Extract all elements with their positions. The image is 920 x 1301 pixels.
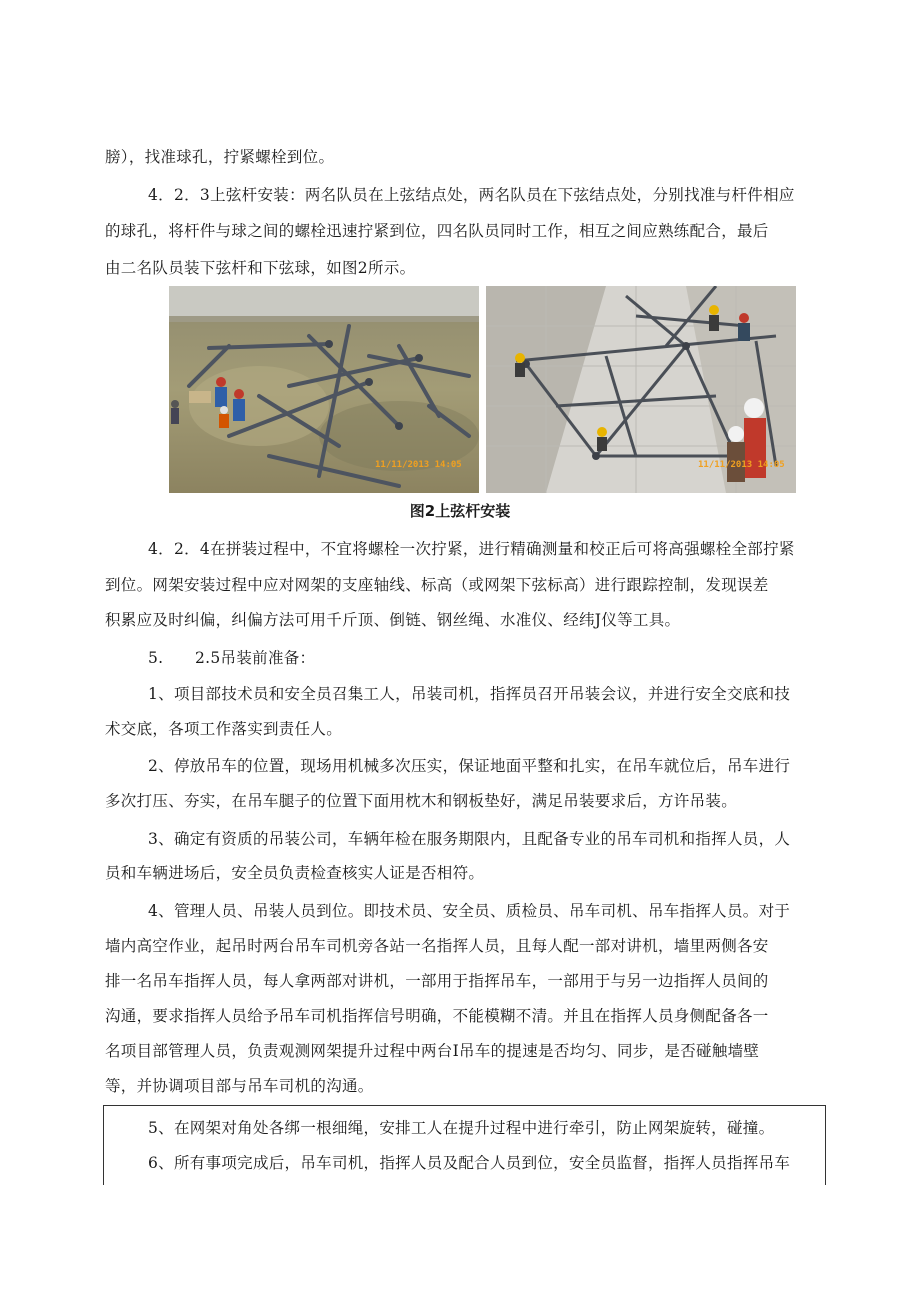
- table-border-left: [103, 1105, 104, 1185]
- paragraph-line: 沟通，要求指挥人员给予吊车司机指挥信号明确，不能模糊不清。并且在指挥人员身侧配备各一: [105, 1007, 769, 1025]
- photo-timestamp: 11/11/2013 14:05: [375, 460, 462, 470]
- paragraph-line: 4．2．4在拼装过程中，不宜将螺栓一次拧紧，进行精确测量和校正后可将高强螺栓全部拧紧: [148, 540, 795, 558]
- paragraph-line: 名项目部管理人员，负责观测网架提升过程中两台I吊车的提速是否均匀、同步，是否碰触墙壁: [105, 1042, 760, 1060]
- photo-ground-assembly: [169, 286, 479, 493]
- paragraph-line: 排一名吊车指挥人员，每人拿两部对讲机，一部用于指挥吊车，一部用于与另一边指挥人员间的: [105, 972, 769, 990]
- paragraph-line: 2、停放吊车的位置，现场用机械多次压实，保证地面平整和扎实，在吊车就位后，吊车进行: [148, 757, 791, 775]
- photo-truss-installation: [486, 286, 796, 493]
- paragraph-line: 5、在网架对角处各绑一根细绳，安排工人在提升过程中进行牵引，防止网架旋转，碰撞。: [148, 1119, 775, 1137]
- paragraph-line: 1、项目部技术员和安全员召集工人，吊装司机，指挥员召开吊装会议，并进行安全交底和技: [148, 685, 791, 703]
- paragraph-line: 墙内高空作业，起吊时两台吊车司机旁各站一名指挥人员，且每人配一部对讲机，墙里两侧各安: [105, 937, 769, 955]
- section-heading: 5. 2.5吊装前准备：: [148, 649, 316, 667]
- paragraph-line: 员和车辆进场后，安全员负责检查核实人证是否相符。: [105, 864, 485, 882]
- figure-caption: 图2上弦杆安装: [409, 502, 511, 520]
- paragraph-line: 膀），找准球孔，拧紧螺栓到位。: [105, 148, 335, 166]
- photo-timestamp: 11/11/2013 14:05: [698, 460, 785, 470]
- paragraph-line: 3、确定有资质的吊装公司，车辆年检在服务期限内，且配备专业的吊车司机和指挥人员，人: [148, 830, 791, 848]
- paragraph-line: 术交底，各项工作落实到责任人。: [105, 720, 343, 738]
- paragraph-line: 由二名队员装下弦杆和下弦球，如图2所示。: [105, 259, 416, 277]
- paragraph-line: 4．2．3上弦杆安装：两名队员在上弦结点处，两名队员在下弦结点处，分别找准与杆件相应: [148, 186, 795, 204]
- paragraph-line: 4、管理人员、吊装人员到位。即技术员、安全员、质检员、吊车司机、吊车指挥人员。对于: [148, 902, 791, 920]
- paragraph-line: 到位。网架安装过程中应对网架的支座轴线、标高（或网架下弦标高）进行跟踪控制，发现误差: [105, 576, 769, 594]
- paragraph-line: 等，并协调项目部与吊车司机的沟通。: [105, 1077, 374, 1095]
- paragraph-line: 的球孔，将杆件与球之间的螺栓迅速拧紧到位，四名队员同时工作，相互之间应熟练配合，最后: [105, 222, 769, 240]
- paragraph-line: 多次打压、夯实，在吊车腿子的位置下面用枕木和钢板垫好，满足吊装要求后，方许吊装。: [105, 792, 738, 810]
- paragraph-line: 6、所有事项完成后，吊车司机，指挥人员及配合人员到位，安全员监督，指挥人员指挥吊车: [148, 1154, 791, 1172]
- table-border-top: [103, 1105, 825, 1106]
- paragraph-line: 积累应及时纠偏，纠偏方法可用千斤顶、倒链、钢丝绳、水准仪、经纬J仪等工具。: [105, 611, 681, 629]
